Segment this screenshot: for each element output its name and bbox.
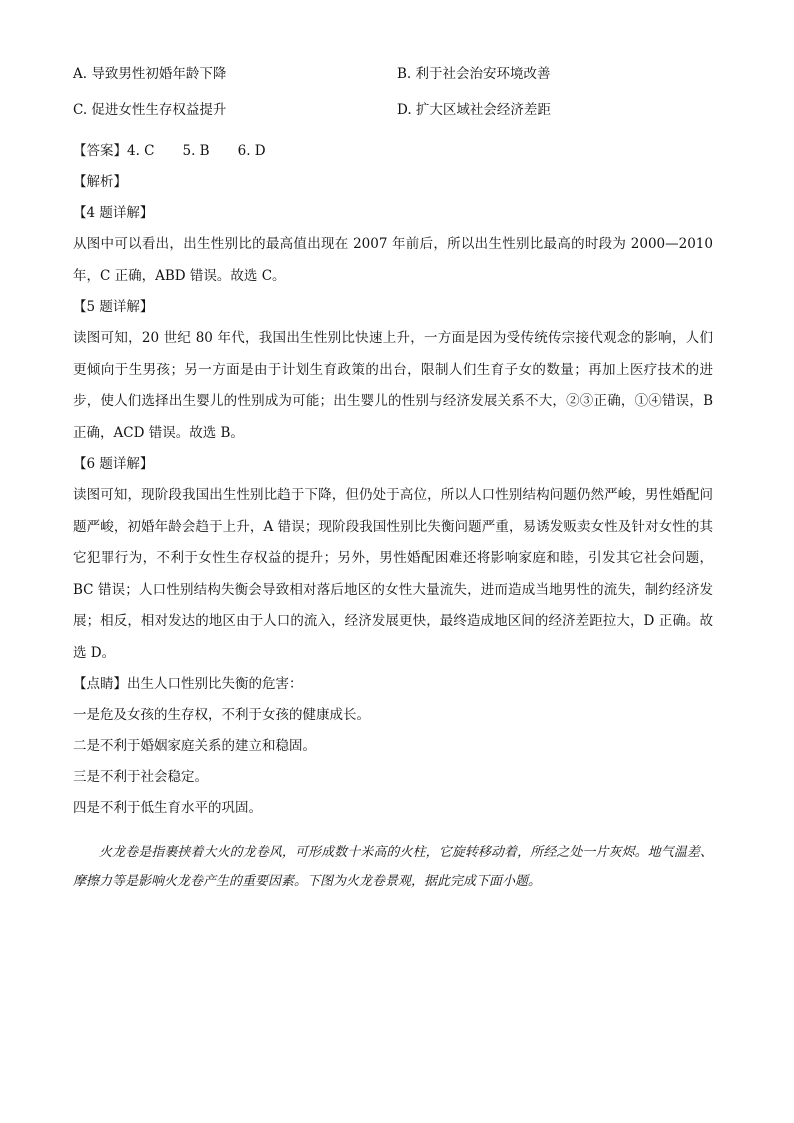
material-paragraph: 火龙卷是指裹挟着大火的龙卷风，可形成数十米高的火柱，它旋转移动着，所经之处一片灰烬。地气温差、摩擦力等是影响火龙卷产生的重要因素。下图为火龙卷景观，据此完成下面小题。 bbox=[73, 845, 713, 889]
option-a: A. 导致男性初婚年龄下降 bbox=[73, 66, 227, 82]
tip-item: 三是不利于社会稳定。 bbox=[73, 769, 208, 785]
option-c: C. 促进女性生存权益提升 bbox=[73, 102, 227, 118]
answer-label: 【答案】 bbox=[73, 143, 127, 159]
answer-q4: 4. C bbox=[127, 143, 155, 159]
tip-item: 一是危及女孩的生存权，不利于女孩的健康成长。 bbox=[73, 707, 370, 723]
tip-heading: 【点睛】出生人口性别比失衡的危害： bbox=[73, 676, 303, 692]
answer-q6: 6. D bbox=[237, 143, 266, 159]
answer-options bbox=[73, 62, 713, 136]
analysis-label: 【解析】 bbox=[73, 174, 127, 190]
q5-heading: 【5 题详解】 bbox=[73, 299, 154, 315]
option-b: B. 利于社会治安环境改善 bbox=[397, 66, 551, 82]
option-d: D. 扩大区域社会经济差距 bbox=[397, 102, 551, 118]
tip-item: 二是不利于婚姻家庭关系的建立和稳固。 bbox=[73, 738, 316, 754]
q6-text: 读图可知，现阶段我国出生性别比趋于下降，但仍处于高位，所以人口性别结构问题仍然严峻，男性婚配问题严峻，初婚年龄会趋于上升，A 错误；现阶段我国性别比失衡问题严重，易诱发贩卖女性及针对女性的其它犯罪行为，不利于女性生存权益的提升；另外，男性婚配困难还将影响家庭和睦，引发其它社会问题，BC 错误；人口性别结构失衡会导致相对落后地区的女性大量流失，进而造成当地男性的流失，制约经济发展；相反，相对发达的地区由于人口的流入，经济发展更快，最终造成地区间的经济差距拉大，D 正确。故选 D。 bbox=[73, 487, 713, 661]
q4-text: 从图中可以看出，出生性别比的最高值出现在 2007 年前后，所以出生性别比最高的时段为 2000—2010 年，C 正确，ABD 错误。故选 C。 bbox=[73, 236, 713, 284]
answer-line bbox=[73, 136, 713, 167]
answer-q5: 5. B bbox=[182, 143, 210, 159]
q5-text: 读图可知，20 世纪 80 年代，我国出生性别比快速上升，一方面是因为受传统传宗接代观念的影响，人们更倾向于生男孩；另一方面是由于计划生育政策的出台，限制人们生育子女的数量；再加上医疗技术的进步，使人们选择出生婴儿的性别成为可能；出生婴儿的性别与经济发展关系不大，②③正确，①④错误，B 正确，ACD 错误。故选 B。 bbox=[73, 330, 713, 441]
tip-item: 四是不利于低生育水平的巩固。 bbox=[73, 800, 262, 816]
q6-heading: 【6 题详解】 bbox=[73, 456, 154, 472]
q4-heading: 【4 题详解】 bbox=[73, 205, 154, 221]
document-page bbox=[73, 62, 713, 896]
